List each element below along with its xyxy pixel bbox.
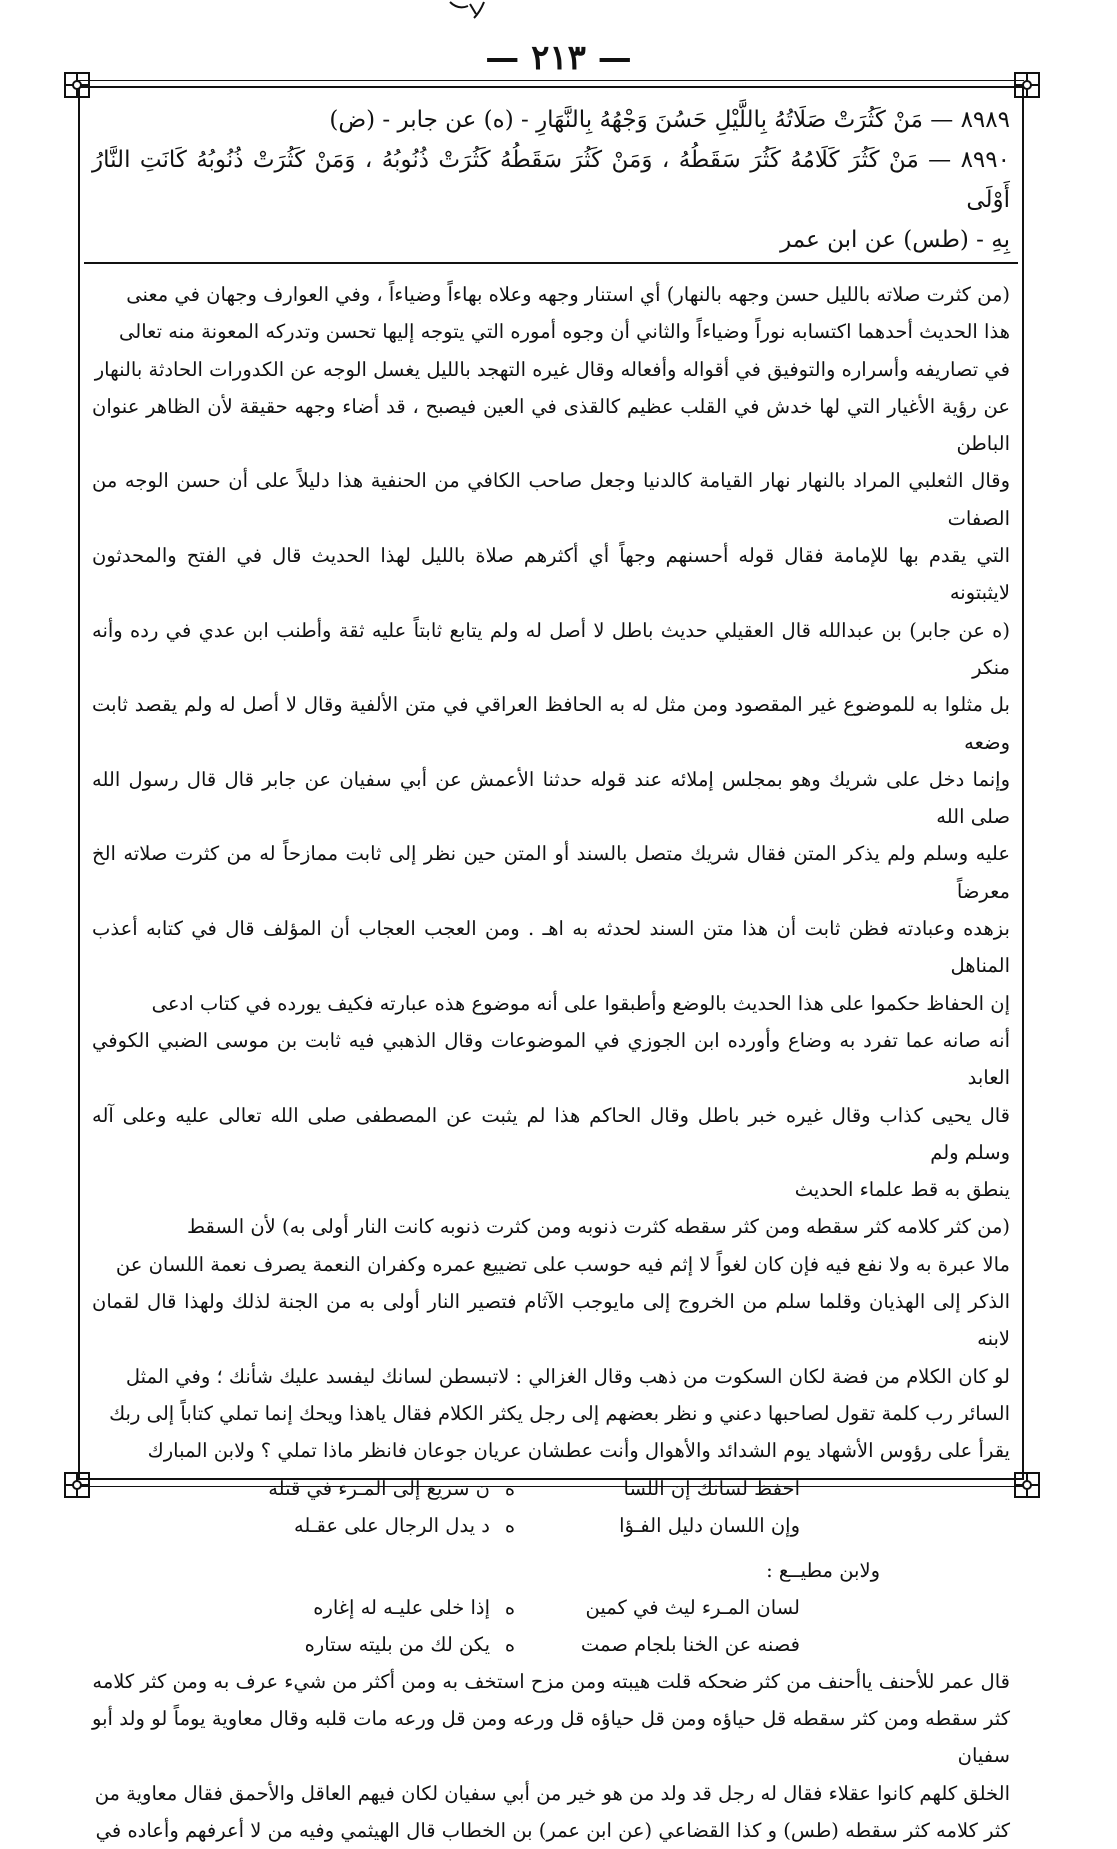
commentary-line: مالا عبرة به ولا نفع فيه فإن كان لغواً لا إثم فيه حوسب على تضييع عمره وكفران النعمة يصرف نعمة اللسان عن [115,1252,1010,1276]
commentary-line: بزهده وعبادته فظن ثابت أن هذا متن السند لحدثه به اهـ . ومن العجب العجاب أن المؤلف قال في كتابه أعذب المناهل [92,917,1010,978]
ornament-bottom-left-icon [62,1470,92,1500]
verse-line [92,1507,1010,1544]
ornament-top-left-icon [62,70,92,100]
commentary-line: لو كان الكلام من فضة لكان السكوت من ذهب وقال الغزالي : لاتبسطن لسانك ليفسد عليك شأنك ؛ وفي المثل [125,1364,1010,1388]
commentary [92,276,1010,1849]
section-separator [84,262,1018,264]
verse-line [92,1626,1010,1663]
commentary-line: الذكر إلى الهذيان وقلما سلم من الخروج إلى مايوجب الآثام فتصير النار أولى به من الجنة لذلك ولهذا قال لقمان لابنه [92,1290,1010,1351]
commentary-line: إن الحفاظ حكموا على هذا الحديث بالوضع وأطبقوا على أنه موضوع هذه عبارته فكيف يورده في كتاب ادعى [151,991,1010,1015]
verse-second-hemistich: يكن لك من بليته ستاره [304,1632,490,1656]
hadith-8990: ٨٩٩٠ — مَنْ كَثُرَ كَلَامُهُ كَثُرَ سَقَطُهُ ، وَمَنْ كَثُرَ سَقَطُهُ كَثُرَتْ ذُنُوبُهُ ، وَمَنْ كَثُرَتْ ذُنُوبُهُ كَانَتِ النَّارُ أَوْلَى [92,147,1010,213]
commentary-line: (ه عن جابر) بن عبدالله قال العقيلي حديث باطل لا أصل له ولم يتابع ثابتاً عليه ثقة وأطنب ابن عدي في رده وأنه منكر [92,618,1010,679]
commentary-line: بل مثلوا به للموضوع غير المقصود ومن مثل له به الحافظ العراقي في متن الألفية وقال لا أصل له ولم يقصد ثابت وضعه [92,693,1010,754]
verse-first-hemistich: لسان المـرء ليث في كمين [585,1595,800,1619]
commentary-line: كثر سقطه ومن كثر سقطه قل حياؤه ومن قل حياؤه قل ورعه ومن قل ورعه مات قلبه وقال معاوية يوماً لو ولد أبو سفيان [92,1707,1010,1768]
poem-ibn-muti [92,1589,1010,1663]
verse-second-hemistich: إذا خلى عليـه له إغاره [313,1595,490,1619]
hadith-8990-continued: بِهِ - (طس) عن ابن عمر [780,227,1010,253]
poem-ibn-al-mubarak [92,1470,1010,1544]
commentary-line: وقال الثعلبي المراد بالنهار نهار القيامة كالدنيا وجعل صاحب الكافي من الحنفية هذا دليلاً على أن حسن الوجه من الصفات [92,469,1010,530]
verse-separator: ه [504,1513,516,1537]
verse-first-hemistich: احفظ لسانك إن اللسا [623,1476,800,1500]
verse-separator: ه [504,1595,516,1619]
commentary-line: يقرأ على رؤوس الأشهاد يوم الشدائد والأهوال وأنت عطشان عريان جوعان فانظر ماذا تملي ؟ ولابن المبارك [147,1439,1010,1463]
verse-second-hemistich: د يدل الرجال على عقـله [293,1513,490,1537]
commentary-line: قال عمر للأحنف ياأحنف من كثر ضحكه قلت هيبته ومن مزح استخف به ومن أكثر من شيء عرف به ومن كثر كلامه [92,1669,1010,1693]
commentary-line: (من كثرت صلاته بالليل حسن وجهه بالنهار) أي استنار وجهه وعلاه بهاءاً وضياءاً ، وفي العوارف وجهان في معنى [126,283,1010,306]
poet-intro: ولابن مطيــع : [766,1558,880,1582]
verse-second-hemistich: ن سريع إلى المـرء في قتله [268,1476,490,1500]
commentary-line: في تصاريفه وأسراره والتوفيق في أقواله وأفعاله وقال غيره التهجد بالليل يغسل الوجه عن الكدورات الحادثة بالنهار [94,357,1010,381]
page-number: — ٢١٣ — [485,38,632,78]
commentary-line: التي يقدم بها للإمامة فقال قوله أحسنهم وجهاً أي أكثرهم صلاة بالليل لهذا الحديث قال في الفتح والمحدثون لايثبتونه [92,544,1010,605]
verse-separator: ه [504,1632,516,1656]
commentary-line: أنه صانه عما تفرد به وضاع وأورده ابن الجوزي في الموضوعات وقال الذهبي فيه ثابت بن موسى الضبي الكوفي العابد [92,1028,1010,1090]
commentary-line: كثر كلامه كثر سقطه (طس) و كذا القضاعي (عن ابن عمر) بن الخطاب قال الهيثمي وفيه من لا أعرفهم وأعاده في [95,1818,1010,1842]
hadith-8989: ٨٩٨٩ — مَنْ كَثُرَتْ صَلَاتُهُ بِاللَّيْلِ حَسُنَ وَجْهُهُ بِالنَّهَارِ - (ه) عن جابر - (ض) [329,107,1010,133]
commentary-line: هذا الحديث أحدهما اكتسابه نوراً وضياءاً والثاني أن وجوه أموره التي يتوجه إليها تحسن وتدركه المعونة منه تعالى [119,320,1010,344]
scan-mark [440,0,500,22]
commentary-line: عن رؤية الأغيار التي لها خدش في القلب عظيم كالقذى في العين فيصبح ، قد أضاء وجهه حقيقة لأن الظاهر عنوان الباطن [92,394,1010,456]
frame-top-rule [78,80,1024,81]
ornament-bottom-right-icon [1012,1470,1042,1500]
hadith-text [92,100,1010,260]
verse-line [92,1470,1010,1507]
commentary-line: السائر رب كلمة تقول لصاحبها دعني و نظر بعضهم إلى رجل يكثر الكلام فقال ياهذا ويحك إنما تملي كتاباً إلى ربك [109,1401,1010,1425]
verse-separator: ه [504,1476,516,1500]
commentary-line: عليه وسلم ولم يذكر المتن فقال شريك متصل بالسند أو المتن حين نظر إلى ثابت ممازحاً له من كثرت صلاته الخ معرضاً [92,842,1010,903]
verse-first-hemistich: فصنه عن الخنا بلجام صمت [580,1632,800,1656]
commentary-line: ينطق به قط علماء الحديث [794,1178,1010,1202]
commentary-line: الخلق كلهم كانوا عقلاء فقال له رجل قد ولد من هو خير من أبي سفيان لكان فيهم العاقل والأحمق فقال معاوية من [94,1781,1010,1805]
commentary-line: قال يحيى كذاب وقال غيره خبر باطل وقال الحاكم هذا لم يثبت عن المصطفى صلى الله تعالى عليه وعلى آله وسلم ولم [92,1103,1010,1164]
verse-line [92,1589,1010,1626]
verse-first-hemistich: وإن اللسان دليل الفـؤا [619,1513,800,1537]
ornament-top-right-icon [1012,70,1042,100]
commentary-line: (من كثر كلامه كثر سقطه ومن كثر سقطه كثرت ذنوبه ومن كثرت ذنوبه كانت النار أولى به) لأن السقط [187,1215,1010,1239]
commentary-line: وإنما دخل على شريك وهو بمجلس إملائه عند قوله حدثنا الأعمش عن أبي سفيان عن جابر قال قال رسول الله صلى الله [92,767,1010,829]
